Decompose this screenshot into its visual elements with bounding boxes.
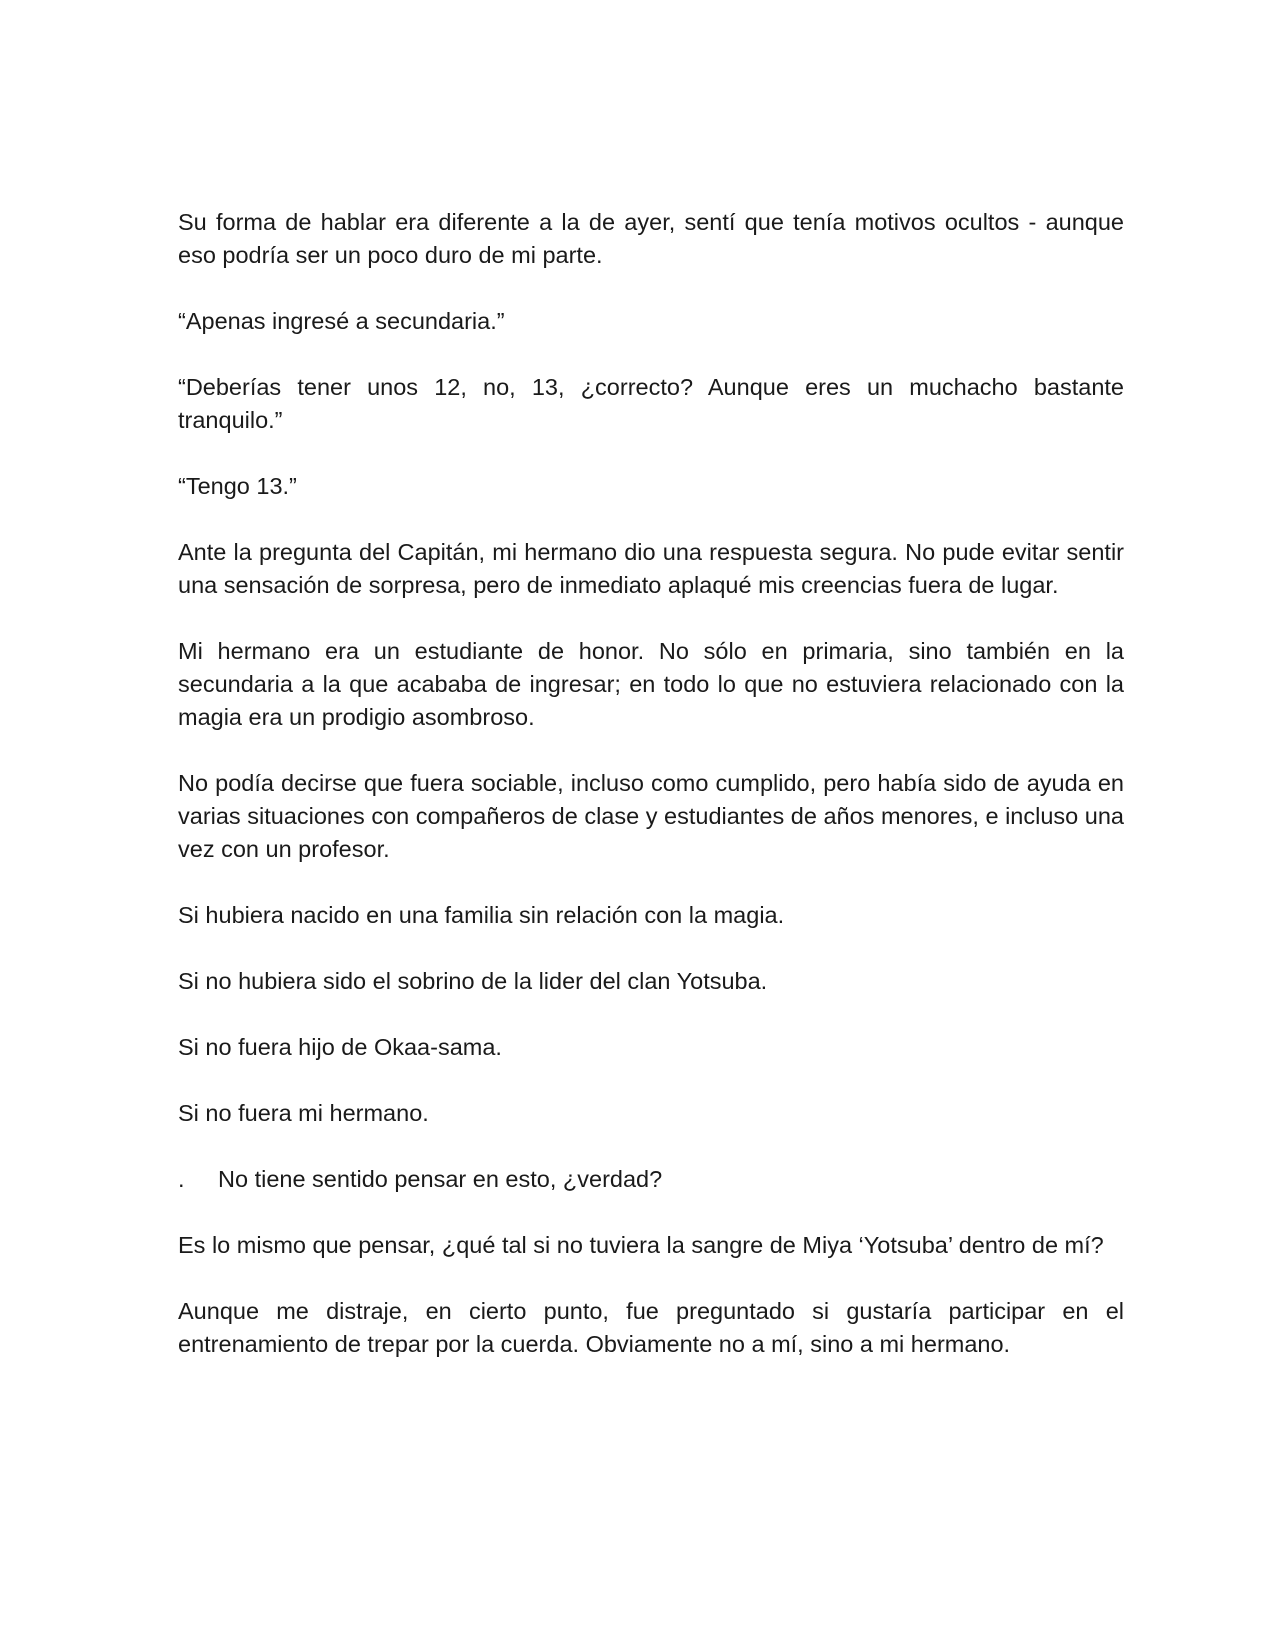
bullet-paragraph bbox=[178, 1163, 1124, 1196]
paragraph: Si no fuera hijo de Okaa-sama. bbox=[178, 1034, 502, 1060]
paragraph: Aunque me distraje, en cierto punto, fue preguntado si gustaría participar en el entrenamiento de trepar por la cuerda. Obviamente no a mí, sino a mi hermano. bbox=[178, 1298, 1124, 1357]
paragraph: Ante la pregunta del Capitán, mi hermano dio una respuesta segura. No pude evitar sentir una sensación de sorpresa, pero de inmediato aplaqué mis creencias fuera de lugar. bbox=[178, 539, 1124, 598]
document-body bbox=[178, 206, 1124, 1394]
paragraph: “Tengo 13.” bbox=[178, 473, 297, 499]
bullet-mark: . bbox=[178, 1166, 185, 1192]
paragraph: Si no hubiera sido el sobrino de la lider del clan Yotsuba. bbox=[178, 968, 768, 994]
paragraph: Su forma de hablar era diferente a la de ayer, sentí que tenía motivos ocultos - aunque eso podría ser un poco duro de mi parte. bbox=[178, 209, 1124, 268]
paragraph: “Deberías tener unos 12, no, 13, ¿correcto? Aunque eres un muchacho bastante tranquilo.” bbox=[178, 374, 1124, 433]
paragraph: Mi hermano era un estudiante de honor. No sólo en primaria, sino también en la secundaria a la que acababa de ingresar; en todo lo que no estuviera relacionado con la magia era un prodigio asombroso. bbox=[178, 638, 1124, 730]
paragraph: Si hubiera nacido en una familia sin relación con la magia. bbox=[178, 902, 785, 928]
paragraph: Si no fuera mi hermano. bbox=[178, 1100, 429, 1126]
bullet-text: No tiene sentido pensar en esto, ¿verdad? bbox=[218, 1166, 663, 1192]
paragraph: Es lo mismo que pensar, ¿qué tal si no tuviera la sangre de Miya ‘Yotsuba’ dentro de mí? bbox=[178, 1232, 1104, 1258]
paragraph: No podía decirse que fuera sociable, incluso como cumplido, pero había sido de ayuda en varias situaciones con compañeros de clase y estudiantes de años menores, e incluso una vez con un profesor. bbox=[178, 770, 1124, 862]
paragraph: “Apenas ingresé a secundaria.” bbox=[178, 308, 505, 334]
